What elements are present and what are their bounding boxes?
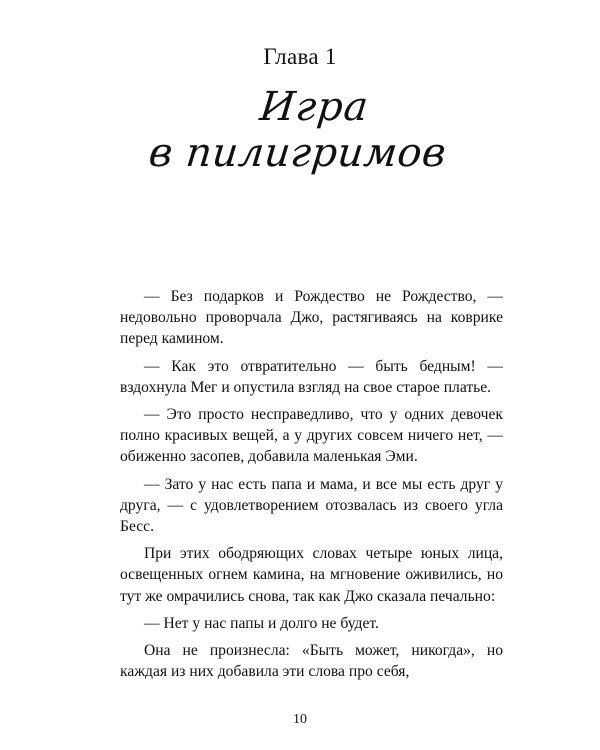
paragraph: — Это просто несправедливо, что у одних девочек полно красивых вещей, а у других совсем ничего нет, — обиженно засопев, добавила маленькая Эми. <box>120 406 503 466</box>
chapter-label: Глава 1 <box>263 44 337 69</box>
body-text <box>120 286 503 688</box>
paragraph: — Как это отвратительно — быть бедным! — вздохнула Мег и опустила взгляд на свое старое платье. <box>120 357 503 396</box>
paragraph: — Без подарков и Рождество не Рождество, — недовольно проворчала Джо, растягиваясь на коврике перед камином. <box>120 288 503 348</box>
chapter-title <box>0 84 600 176</box>
page-number: 10 <box>293 712 307 727</box>
paragraph: Она не произнесла: «Быть может, никогда», но каждая из них добавила эти слова про себя, <box>120 642 503 681</box>
chapter-title-line-2: в пилигримов <box>146 130 449 176</box>
paragraph: — Зато у нас есть папа и мама, и все мы есть друг у друга, — с удовлетворением отозвалась из своего угла Бесс. <box>120 475 503 536</box>
paragraph: При этих ободряющих словах четыре юных лица, освещенных огнем камина, на мгновение оживились, но тут же омрачились снова, так как Джо сказала печально: <box>120 545 503 605</box>
chapter-title-line-1: Игра <box>257 84 372 130</box>
paragraph: — Нет у нас папы и долго не будет. <box>144 614 379 632</box>
